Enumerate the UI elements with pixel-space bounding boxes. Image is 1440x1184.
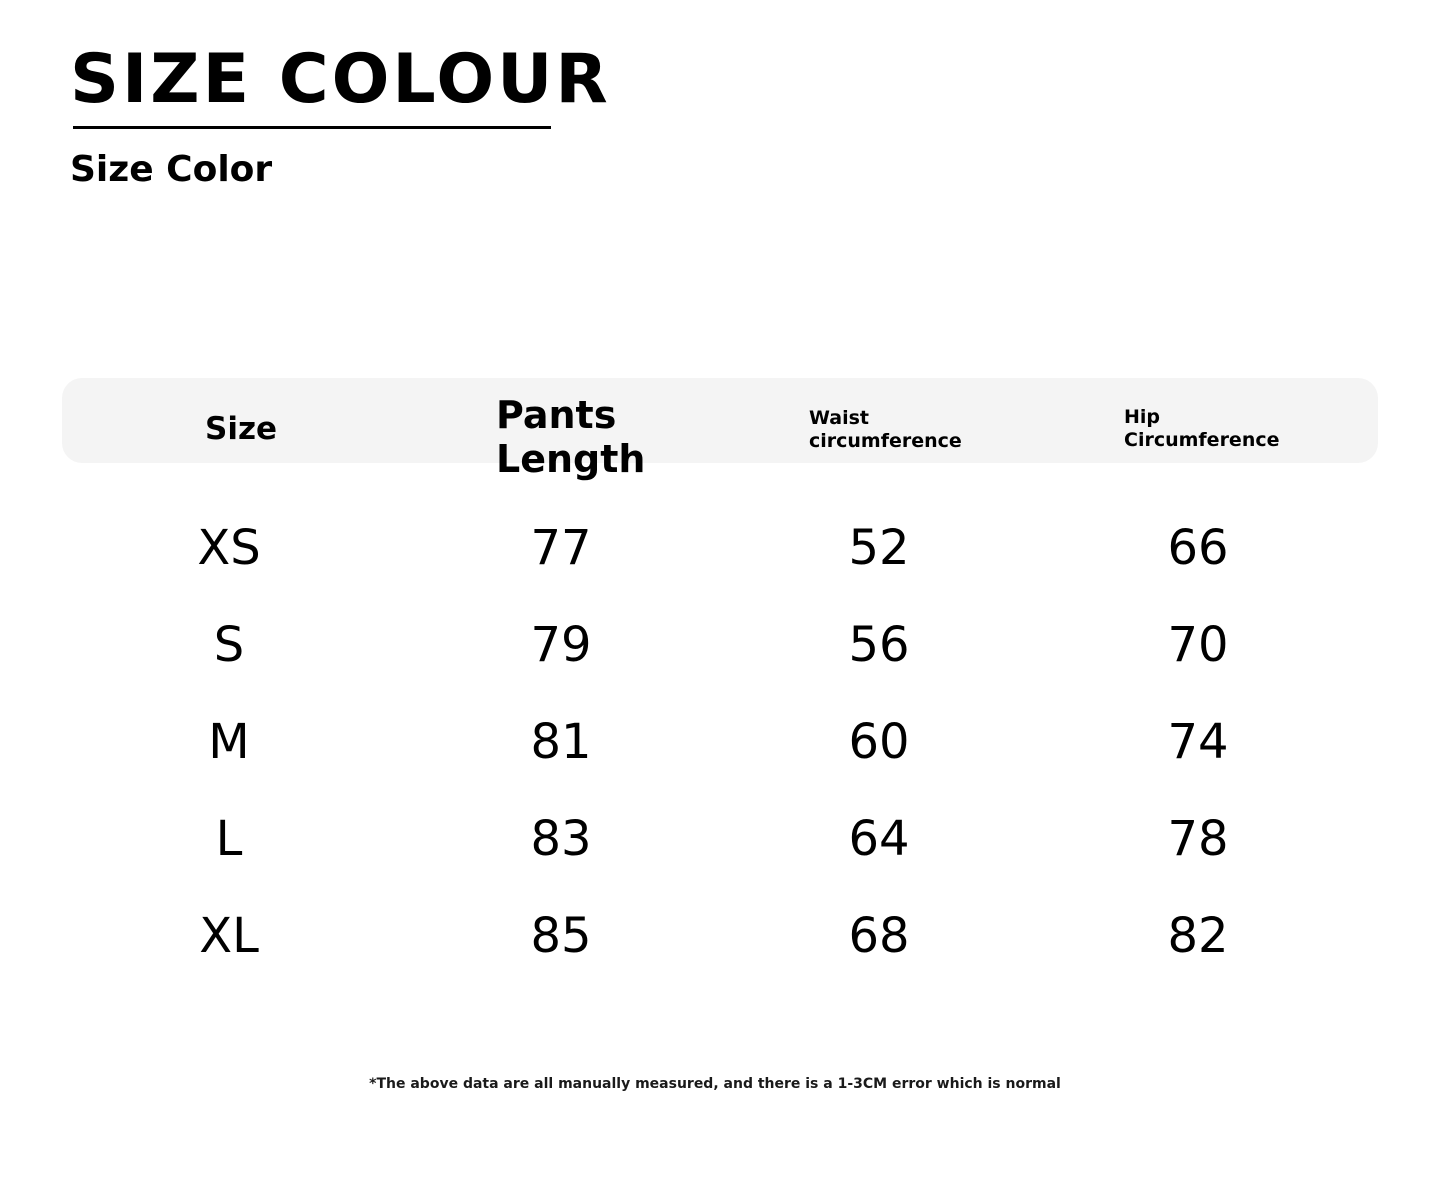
table-cell-hip: 66	[1167, 520, 1229, 576]
table-cell-size: M	[208, 714, 250, 770]
table-cell-waist: 56	[848, 617, 910, 673]
title-underline	[73, 126, 551, 129]
column-header-hip	[1124, 406, 1280, 452]
table-cell-hip: 74	[1167, 714, 1229, 770]
table-cell-pants-length: 79	[530, 617, 592, 673]
table-cell-hip: 70	[1167, 617, 1229, 673]
column-header-size-line: Size	[205, 411, 278, 447]
column-header-pants-length-line-1: Pants	[496, 393, 617, 437]
table-cell-waist: 68	[848, 908, 910, 964]
table-cell-pants-length: 83	[530, 811, 592, 867]
table-cell-hip: 78	[1167, 811, 1229, 867]
table-cell-size: XL	[199, 908, 259, 964]
table-cell-size: S	[213, 617, 245, 673]
column-header-hip-line-2: Circumference	[1124, 429, 1280, 451]
page-subtitle: Size Color	[70, 149, 273, 190]
table-cell-hip: 82	[1167, 908, 1229, 964]
table-cell-waist: 60	[848, 714, 910, 770]
column-header-size	[205, 410, 277, 448]
column-header-waist	[809, 407, 962, 453]
table-cell-pants-length: 85	[530, 908, 592, 964]
table-cell-waist: 52	[848, 520, 910, 576]
table-cell-size: XS	[197, 520, 261, 576]
column-header-pants-length	[496, 393, 645, 481]
column-header-waist-line-1: Waist	[809, 407, 870, 429]
table-cell-size: L	[215, 811, 243, 867]
table-cell-pants-length: 77	[530, 520, 592, 576]
measurement-footnote: *The above data are all manually measured, and there is a 1-3CM error which is normal	[369, 1076, 1061, 1092]
table-cell-pants-length: 81	[530, 714, 592, 770]
column-header-hip-line-1: Hip	[1124, 406, 1161, 428]
page-title: SIZE COLOUR	[70, 40, 611, 119]
column-header-waist-line-2: circumference	[809, 430, 962, 452]
column-header-pants-length-line-2: Length	[496, 437, 646, 481]
table-cell-waist: 64	[848, 811, 910, 867]
